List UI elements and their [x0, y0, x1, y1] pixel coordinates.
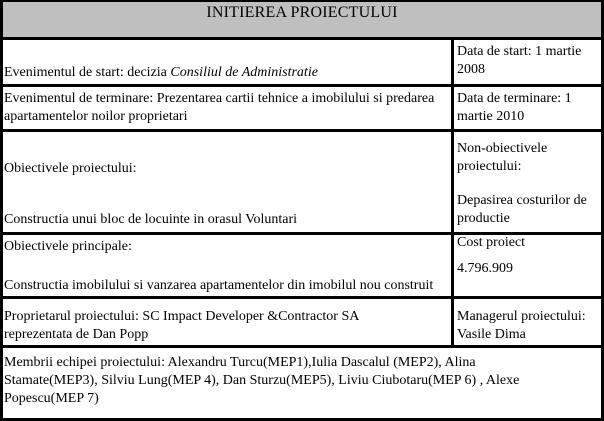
- owner-cell: Proprietarul proiectului: SC Impact Developer &Contractor SA reprezentata de Dan Popp: [4, 309, 359, 342]
- cost-label: Cost proiect: [457, 235, 526, 250]
- end-event-cell: Evenimentul de terminare: Prezentarea cartii tehnice a imobilului si predarea apartamentelor noilor proprietari: [4, 91, 435, 124]
- objectives-label: Obiectivele proiectului:: [4, 161, 137, 176]
- rule: [0, 345, 604, 348]
- rule: [0, 37, 604, 40]
- table-title: INITIEREA PROIECTULUI: [206, 4, 398, 21]
- rule: [0, 0, 3, 421]
- rule: [0, 129, 604, 132]
- non-objectives-value: Depasirea costurilor de productie: [457, 193, 587, 226]
- team-cell: Membrii echipei proiectului: Alexandru Turcu(MEP1),Iulia Dascalul (MEP2), Alina Stamate(MEP3), Silviu Lung(MEP 4), Dan Sturzu(MEP5), Liviu Ciubotaru(MEP 6) , Alexe Popescu(MEP 7): [4, 355, 520, 406]
- rule: [0, 84, 604, 87]
- start-event-cell: [4, 64, 449, 82]
- start-event-label: Evenimentul de start: decizia: [4, 65, 171, 80]
- main-objectives-value: Constructia imobilului si vanzarea apartamentelor din imobilul nou construit: [4, 278, 434, 293]
- rule: [0, 296, 604, 299]
- cost-value: 4.796.909: [457, 261, 513, 276]
- non-objectives-label: Non-obiectivele proiectului:: [457, 141, 548, 174]
- start-date-cell: Data de start: 1 martie 2008: [457, 44, 582, 77]
- manager-cell: Managerul proiectului: Vasile Dima: [457, 309, 586, 342]
- objectives-value: Constructia unui bloc de locuinte in orasul Voluntari: [4, 212, 298, 227]
- end-date-cell: Data de terminare: 1 martie 2010: [457, 91, 572, 124]
- start-event-italic: Consiliul de Administratie: [170, 65, 318, 80]
- main-objectives-label: Obiectivele principale:: [4, 239, 132, 254]
- rule: [451, 37, 454, 348]
